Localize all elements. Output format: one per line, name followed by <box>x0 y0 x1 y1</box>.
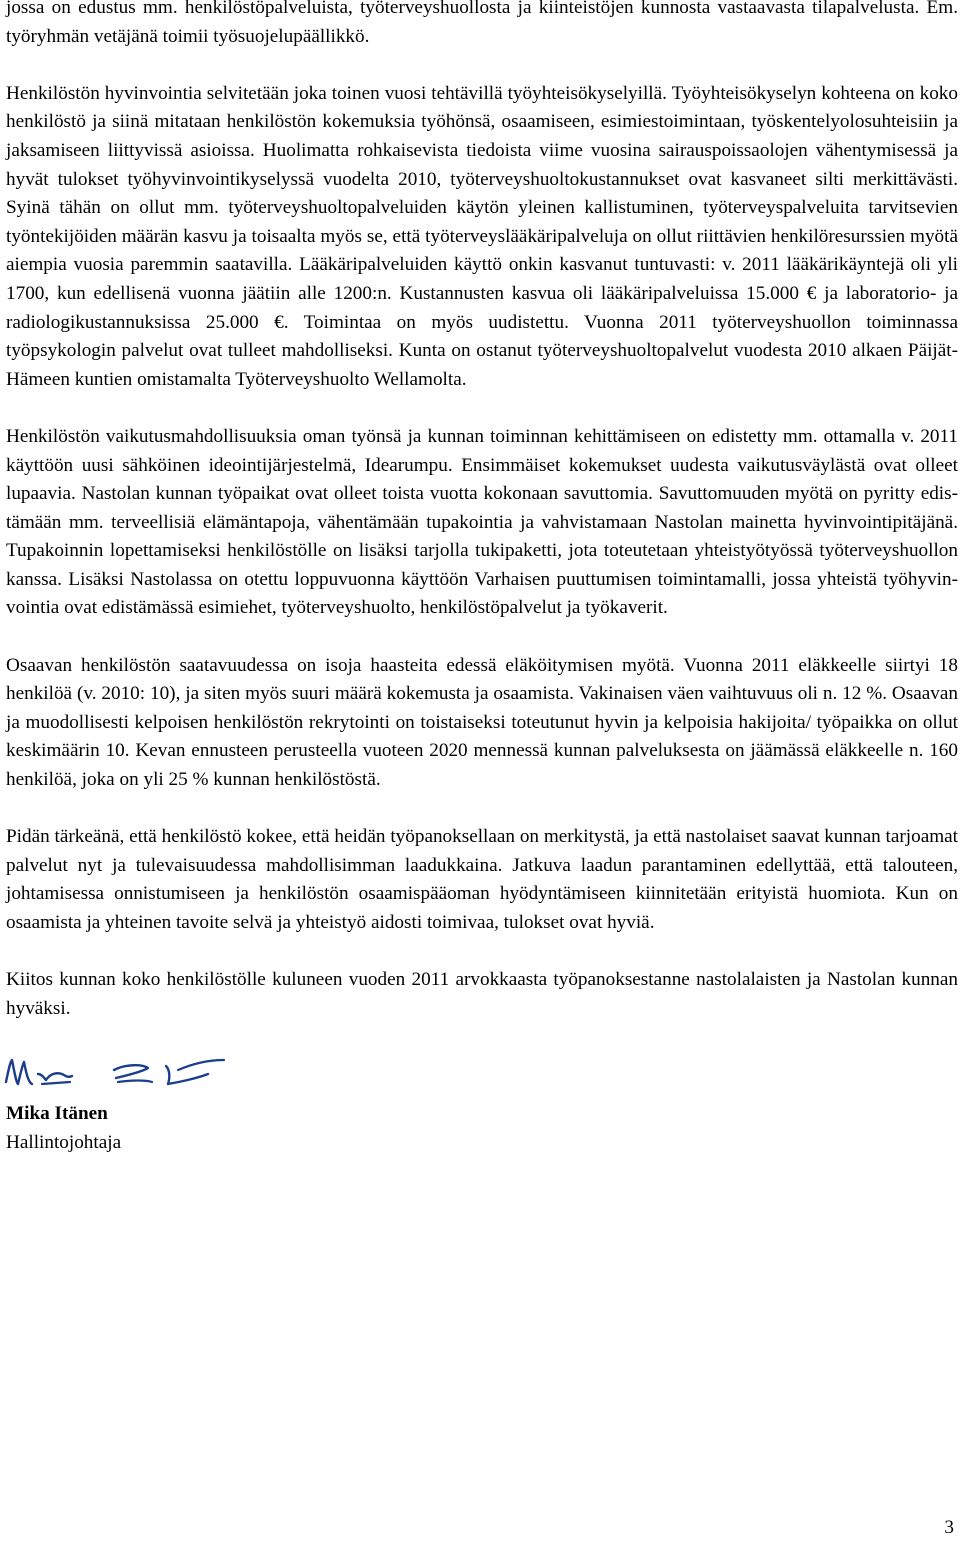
paragraph-importance: Pidän tärkeänä, että henkilöstö kokee, että heidän työpanoksellaan on merkitystä, ja että nastolaiset saavat kunnan tarjoamat palvelut nyt ja tulevaisuudessa mahdollisimman laadukkaina. Jatkuva laadun parantaminen edellyttää, että talouteen, johtamisessa onnistumiseen ja henkilöstön osaamispääoman hyödyntämiseen kiinnitetään erityistä huomiota. Kun on osaamista ja yhteinen tavoite selvä ja yhteistyö aidosti toimivaa, tulokset ovat hyviä. <box>6 826 958 933</box>
handwritten-signature <box>2 1052 232 1100</box>
paragraph-thanks: Kiitos kunnan koko henkilöstölle kuluneen vuoden 2011 arvokkaasta työpanoksestanne nastolalaisten ja Nastolan kunnan hyväksi. <box>6 969 958 1019</box>
signatory-title: Hallintojohtaja <box>6 1131 122 1153</box>
page-number: 3 <box>944 1517 954 1538</box>
signatory-name: Mika Itänen <box>6 1102 108 1124</box>
document-page <box>6 0 958 1157</box>
paragraph-wellbeing-survey: Henkilöstön hyvinvointia selvitetään joka toinen vuosi tehtävillä työyhteisökyselyillä. Työyhteisökyselyn kohteena on koko henkilöstö ja siinä mitataan henkilöstön kokemuksia työhönsä, osaamiseen, esimiestoimintaan, työskentelyolosuhteisiin ja jaksamiseen liittyvissä asioissa. Huolimatta rohkaisevista tiedoista viime vuosina sairauspoissaolojen vähentymisessä ja hyvät tulokset työhyvinvointikyselyssä vuodelta 2010, työterveyshuoltokustannukset ovat kasvaneet silti merkittävästi. Syinä tähän on ollut mm. työterveyshuoltopalveluiden käytön yleinen kallistuminen, työterveyspalveluita tarvitsevien työntekijöiden määrän kasvu ja toisaalta myös se, että työterveyslääkäripalveluja on ollut riittävien henkilöresurssien myötä aiempia vuosia paremmin saatavilla. Lääkäripalveluiden käyttö onkin kasvanut tuntuvasti: v. 2011 lääkärikäyntejä oli yli 1700, kun edellisenä vuonna jäätiin alle 1200:n. Kustannusten kasvua oli lääkäripalveluissa 15.000 € ja laboratorio- ja radiologikustannuksissa 25.000 €. Toimintaa on myös uudistettu. Vuonna 2011 työterveyshuollon toiminnassa työpsykologin palvelut ovat tulleet mahdolliseksi. Kunta on ostanut työterveyshuoltopalvelut vuodesta 2010 alkaen Päijät-Hämeen kuntien omistamalta Työterveyshuolto Wellamolta. <box>6 82 958 390</box>
paragraph-staff-influence: Henkilöstön vaikutusmahdollisuuksia oman työnsä ja kunnan toiminnan kehittämiseen on edistetty mm. ottamalla v. 2011 käyttöön uusi sähköinen ideointijärjestelmä, Idearumpu. Ensimmäiset kokemukset uudesta vaikutusväylästä ovat olleet lupaavia. Nastolan kunnan työpaikat ovat olleet toista vuotta kokonaan savuttomia. Savuttomuuden myötä on pyritty edistämään mm. terveellisiä elämäntapoja, vähentämään tupakointia ja vahvistamaan Nastolan mainetta hyvinvointipitäjänä. Tupakoinnin lopettamiseksi henkilöstölle on lisäksi tarjolla tukipaketti, jota toteutetaan yhteistyötyössä työterveyshuollon kanssa. Lisäksi Nastolassa on otettu loppuvuonna käyttöön Varhaisen puuttumisen toimintamalli, jossa yhteistä työhyvinvointia ovat edistämässä esimiehet, työterveyshuolto, henkilöstöpalvelut ja työkaverit. <box>6 425 958 619</box>
paragraph-occupational-safety: jossa on edustus mm. henkilöstöpalveluista, työterveyshuollosta ja kiinteistöjen kunnosta vastaavasta tilapalvelusta. Em. työryhmän vetäjänä toimii työsuojelupäällikkö. <box>6 0 958 47</box>
paragraph-staff-availability: Osaavan henkilöstön saatavuudessa on isoja haasteita edessä eläköitymisen myötä. Vuonna 2011 eläkkeelle siirtyi 18 henkilöä (v. 2010: 10), ja siten myös suuri määrä kokemusta ja osaamista. Vakinaisen väen vaihtuvuus oli n. 12 %. Osaavan ja muodollisesti kelpoisen henkilöstön rekrytointi on toistaiseksi toteutunut hyvin ja kelpoisia hakijoita/ työpaikka on ollut keskimäärin 10. Kevan ennusteen perusteella vuoteen 2020 mennessä kunnan palveluksesta on jäämässä eläkkeelle n. 160 henkilöä, joka on yli 25 % kunnan henkilöstöstä. <box>6 654 958 791</box>
